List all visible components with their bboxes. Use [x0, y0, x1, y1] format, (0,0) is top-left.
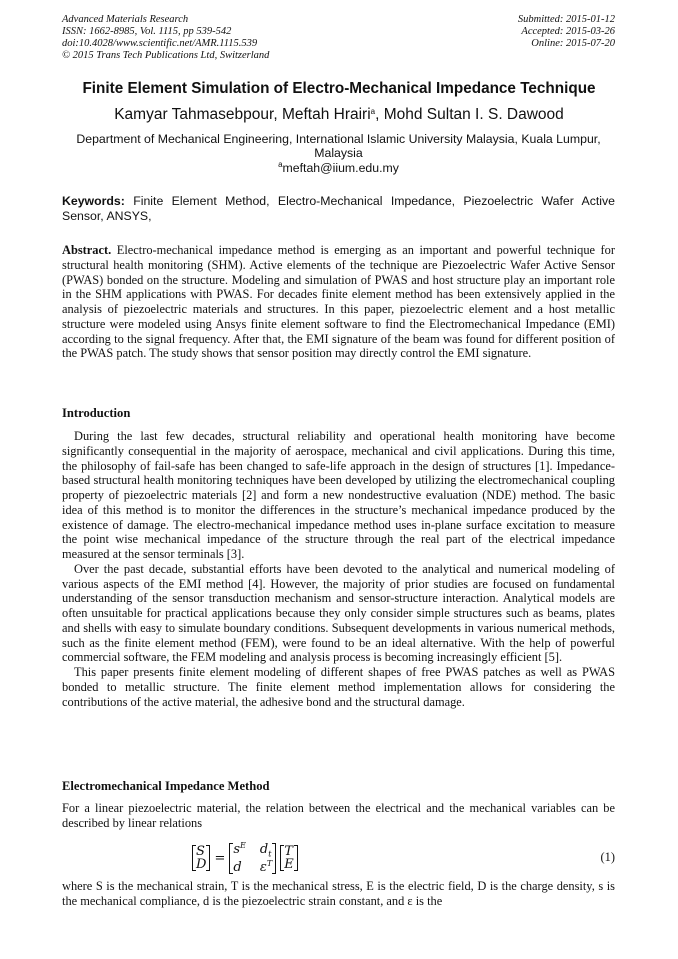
journal-info	[62, 14, 269, 62]
paragraph: where S is the mechanical strain, T is the mechanical stress, E is the electric field, D is the charge density, s is the mechanical compliance, d is the piezoelectric strain constant, and ε is the	[62, 879, 615, 908]
introduction-body	[62, 429, 615, 709]
author-3: , Mohd Sultan I. S. Dawood	[375, 106, 564, 123]
emi-intro	[62, 801, 615, 831]
rhs-vector	[280, 845, 298, 871]
lhs-vector	[192, 845, 210, 871]
accepted-date: Accepted: 2015-03-26	[521, 26, 615, 37]
dates-info	[518, 14, 615, 50]
abstract-text: Electro-mechanical impedance method is emerging as an important and powerful technique for structural health monitoring (SHM). Active elements of the technique are Piezoelectric Wafer Active Sensor (PWAS) bonded on the structure. Modeling and simulation of PWAS and host structure play an important role in the SHM applications with PWAS. For decades finite element method has been extensively applied in the analysis of piezoelectric materials and structures. In this paper, piezoelectric element and a host metallic structure were modeled using Ansys finite element software to find the Electromechanical Impedance (EMI) according to the signal frequency. After that, the EMI signature of the beam was found for different position of the PWAS patch. The study shows that sensor position may directly control the EMI signature.	[62, 243, 615, 361]
authors	[0, 106, 678, 124]
eq-term: D	[196, 857, 207, 873]
emi-after-equation	[62, 879, 615, 909]
eq-term: E	[284, 857, 294, 873]
email-mark: a	[278, 159, 283, 169]
paragraph: For a linear piezoelectric material, the relation between the electrical and the mechanical variables can be described by linear relations	[62, 801, 615, 830]
author-1: Kamyar Tahmasebpour,	[114, 106, 282, 123]
equals: =	[214, 850, 226, 866]
keywords-text: Finite Element Method, Electro-Mechanical Impedance, Piezoelectric Wafer Active Sensor, ANSYS,	[62, 194, 615, 223]
submitted-date: Submitted: 2015-01-12	[517, 14, 615, 25]
online-date: Online: 2015-07-20	[531, 38, 615, 49]
paragraph: This paper presents finite element modeling of different shapes of free PWAS patches as well as PWAS bonded to metallic structure. The finite element method implementation allows for considering the contributions of the active material, the adhesive bond and the structural damage.	[62, 665, 615, 709]
paper-title: Finite Element Simulation of Electro-Mechanical Impedance Technique	[82, 80, 596, 97]
author-2: Meftah Hrairi	[281, 106, 371, 123]
eq-term: $d_t$	[259, 842, 272, 859]
abstract-label: Abstract.	[62, 243, 112, 257]
department: Department of Mechanical Engineering, International Islamic University Malaysia, Kuala Lumpur, Malaysia	[76, 132, 601, 161]
issn: ISSN: 1662-8985, Vol. 1115, pp 539-542	[62, 26, 232, 37]
author-2-mark: a	[370, 107, 376, 116]
paragraph: Over the past decade, substantial efforts have been devoted to the analytical and numerical modeling of various aspects of the EMI method [4]. However, the majority of prior studies are focused on fundamental understanding of the sensor transduction mechanism and sensor-structure interaction. Analytical models are often unsuitable for practical applications because they only consider simple structures such as beams, plates and shells with easy to simulate boundary conditions. Subsequent developments in various numerical methods, such as the finite element method (FEM), were found to be an ideal alternative. With the help of powerful commercial software, the FEM modeling and analysis process is becoming increasingly efficient [5].	[62, 561, 615, 665]
affiliation	[62, 132, 615, 175]
introduction-heading: Introduction	[62, 406, 131, 420]
eq-term: $s^E$	[233, 841, 246, 857]
equation-number: (1)	[600, 850, 615, 864]
doi: doi:10.4028/www.scientific.net/AMR.1115.539	[62, 38, 258, 49]
keywords-label: Keywords:	[62, 194, 125, 208]
copyright: © 2015 Trans Tech Publications Ltd, Switzerland	[62, 50, 270, 61]
eq-term: $\varepsilon^T$	[259, 858, 273, 875]
keywords	[62, 194, 615, 224]
equation-1	[192, 843, 298, 874]
emi-heading: Electromechanical Impedance Method	[62, 779, 270, 793]
eq-term: S	[196, 844, 205, 860]
coefficient-matrix	[229, 843, 276, 874]
email[interactable]: meftah@iium.edu.my	[282, 160, 399, 175]
abstract	[62, 243, 615, 361]
journal-name: Advanced Materials Research	[62, 14, 189, 25]
eq-term: d	[233, 859, 242, 875]
paragraph: During the last few decades, structural reliability and operational health monitoring have become significantly consequential in the majority of aerospace, mechanical and civil applications. During this time, the philosophy of fail-safe has been changed to safe-life approach in the design of structures [1]. Impedance-based structural health monitoring techniques have been developed by utilizing the electromechanical coupling property of piezoelectric materials [2] and form a new nondestructive evaluation (NDE) method. The basic idea of this method is to monitor the differences in the structure’s mechanical impedance produced by the existence of damage. The electro-mechanical impedance method uses in-plane surface excitation to measure the point wise mechanical impedance of the structure through the real part of the electrical impedance measured at the sensor terminals [3].	[62, 429, 615, 561]
eq-term: T	[284, 844, 293, 860]
email-line	[62, 161, 615, 175]
